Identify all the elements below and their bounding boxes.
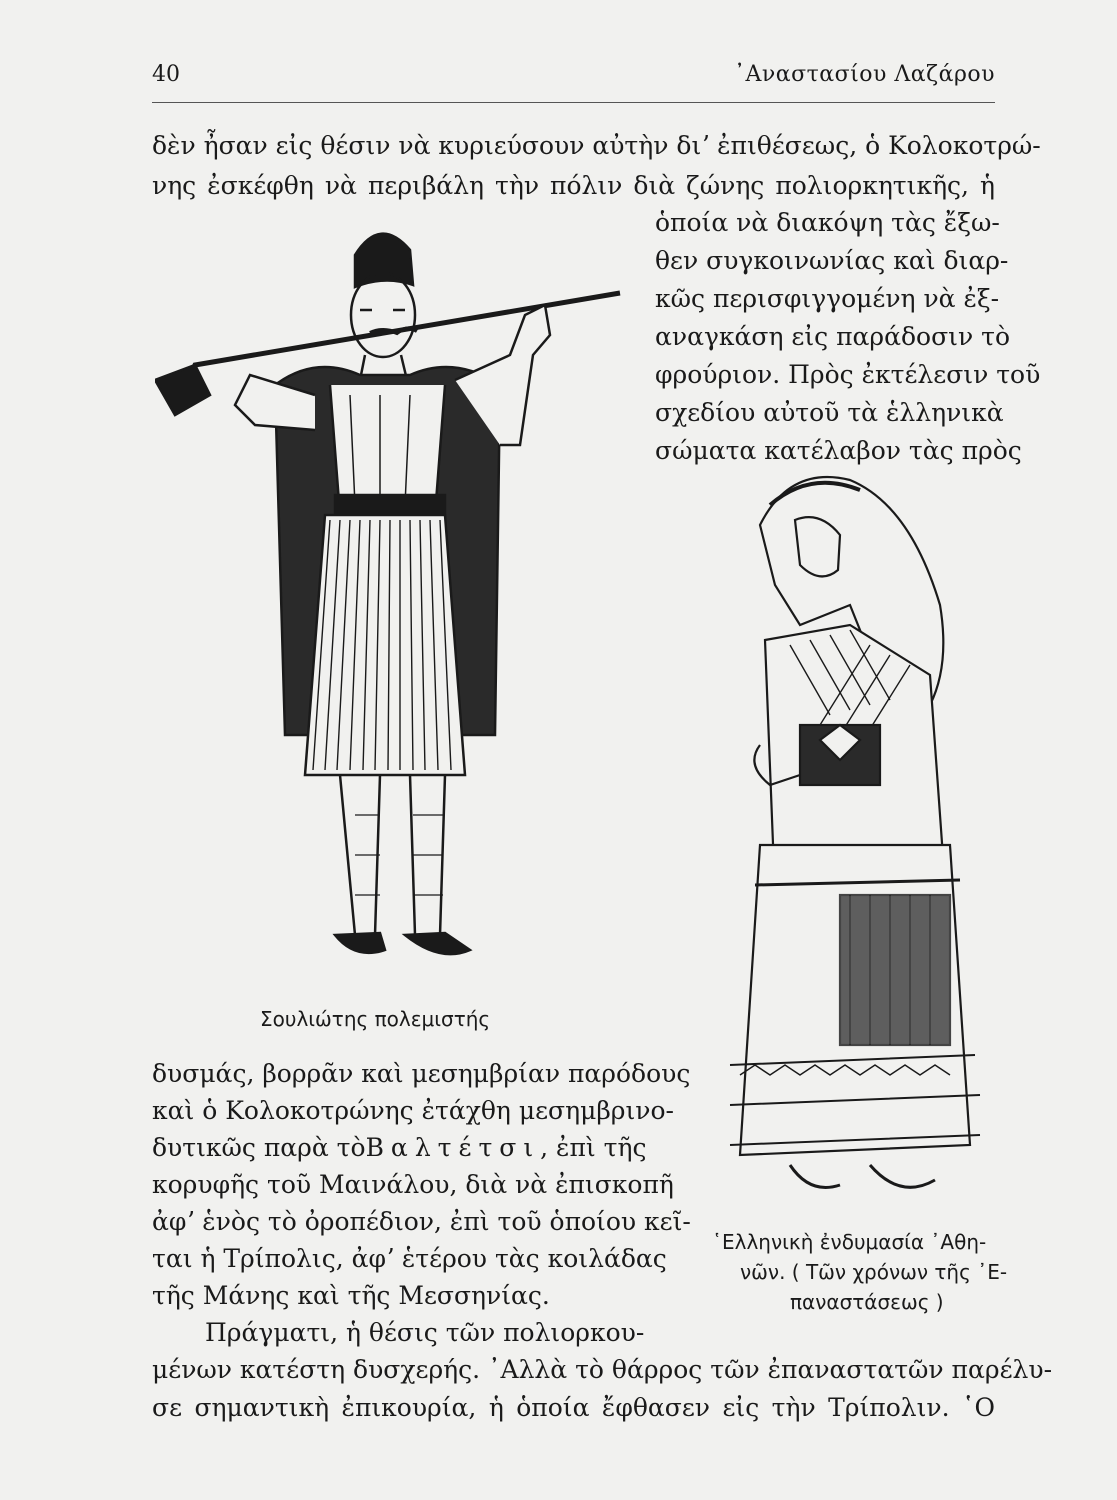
body-line: σχεδίου αὐτοῦ τὰ ἑλληνικὰ: [655, 398, 1004, 427]
figure-caption-left: Σουλιώτης πολεμιστής: [260, 1007, 491, 1031]
body-line: ἀφʼ ἑνὸς τὸ ὀροπέδιον, ἐπὶ τοῦ ὁποίου κεῖ-: [152, 1207, 691, 1236]
running-head: ᾿Αναστασίου Λαζάρου: [734, 62, 995, 87]
body-line: νης ἐσκέφθη νὰ περιβάλη τὴν πόλιν διὰ ζώνης πολιορκητικῆς, ἡ: [152, 171, 995, 200]
athenian-costume-illustration: [700, 465, 1000, 1225]
body-line: τῆς Μάνης καὶ τῆς Μεσσηνίας.: [152, 1281, 550, 1310]
body-line: ται ἡ Τρίπολις, ἀφʼ ἑτέρου τὰς κοιλάδας: [152, 1244, 667, 1273]
page-number: 40: [152, 62, 180, 87]
body-line: κορυφῆς τοῦ Μαινάλου, διὰ νὰ ἐπισκοπῆ: [152, 1170, 674, 1199]
figure-caption-right-line: νῶν. ( Τῶν χρόνων τῆς ᾿Ε-: [740, 1260, 1008, 1284]
body-line: σώματα κατέλαβον τὰς πρὸς: [655, 436, 1022, 465]
place-name-spaced: Βαλτέτσι: [365, 1133, 541, 1162]
line-segment: , ἐπὶ τῆς: [540, 1133, 647, 1162]
body-line: δὲν ἦσαν εἰς θέσιν νὰ κυριεύσουν αὐτὴν διʼ ἐπιθέσεως, ὁ Κολοκοτρώ-: [152, 131, 1041, 160]
line-segment: δυτικῶς παρὰ τὸ: [152, 1133, 366, 1162]
figure-caption-right-line: παναστάσεως ): [790, 1290, 944, 1314]
figure-caption-right-line: ῾Ελληνικὴ ἐνδυμασία ᾿Αθη-: [712, 1230, 987, 1254]
body-line-indented: Πράγματι, ἡ θέσις τῶν πολιορκου-: [205, 1318, 645, 1347]
body-line: κῶς περισφιγγομένη νὰ ἐξ-: [655, 284, 1000, 313]
body-line: ὁποία νὰ διακόψη τὰς ἔξω-: [655, 208, 1000, 237]
body-line: σε σημαντικὴ ἐπικουρία, ἡ ὁποία ἔφθασεν εἰς τὴν Τρίπολιν. ῾Ο: [152, 1393, 995, 1422]
body-line: δυσμάς, βορρᾶν καὶ μεσημβρίαν παρόδους: [152, 1059, 691, 1088]
body-line: καὶ ὁ Κολοκοτρώνης ἐτάχθη μεσημβρινο-: [152, 1096, 674, 1125]
page-header: [152, 62, 995, 103]
body-line: μένων κατέστη δυσχερής. ᾿Αλλὰ τὸ θάρρος τῶν ἐπαναστατῶν παρέλυ-: [152, 1355, 1053, 1384]
souliote-warrior-illustration: [155, 215, 635, 995]
body-line: θεν συγκοινωνίας καὶ διαρ-: [655, 246, 1009, 275]
body-line: φρούριον. Πρὸς ἐκτέλεσιν τοῦ: [655, 360, 1041, 389]
body-line: [152, 1130, 647, 1166]
body-line: αναγκάση εἰς παράδοσιν τὸ: [655, 322, 1010, 351]
